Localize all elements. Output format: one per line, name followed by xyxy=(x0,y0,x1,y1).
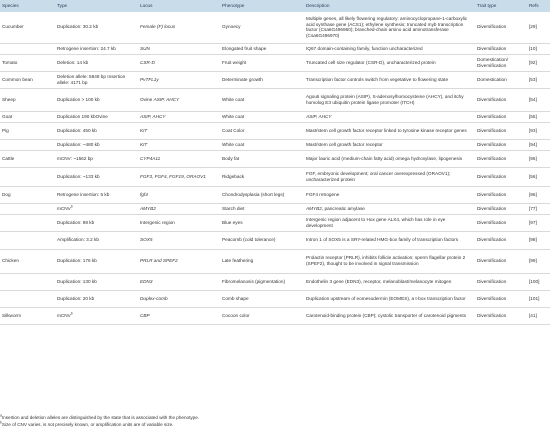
cell-locus: KIT xyxy=(138,139,220,150)
table-row xyxy=(0,203,550,214)
cell-refs: [98] xyxy=(527,231,550,249)
table-row xyxy=(0,122,550,139)
cell-refs: [94] xyxy=(527,139,550,150)
cell-species xyxy=(0,231,55,249)
cell-species xyxy=(0,167,55,186)
cell-locus: CBP xyxy=(138,307,220,324)
cell-species xyxy=(0,214,55,231)
cell-description: Mast/stem cell growth factor receptor xyxy=(304,139,475,150)
cell-description: FGF4 retrogene xyxy=(304,186,475,203)
cell-type: Duplication: 450 kb xyxy=(55,122,138,139)
cell-trait: Diversification xyxy=(475,231,527,249)
cell-refs: [56] xyxy=(527,167,550,186)
cell-phenotype: Elongated fruit shape xyxy=(220,43,304,54)
cell-type xyxy=(55,307,138,324)
header-species: Species xyxy=(0,0,55,12)
cell-species: Goat xyxy=(0,111,55,122)
cell-refs: [53] xyxy=(527,71,550,88)
cell-trait: Diversification xyxy=(475,214,527,231)
cell-species xyxy=(0,290,55,307)
cell-description: Endothelin 3 gene (EDN3), receptor, melanoblast/melanocyte mitogen xyxy=(304,273,475,290)
cell-locus: Duplex-comb xyxy=(138,290,220,307)
cell-trait: Diversification xyxy=(475,111,527,122)
cell-species: Chicken xyxy=(0,249,55,273)
cell-phenotype: Body fat xyxy=(220,150,304,167)
cell-refs: [41] xyxy=(527,307,550,324)
cell-description: IQ67 domain-containing family, function uncharacterized xyxy=(304,43,475,54)
table-row xyxy=(0,307,550,324)
cell-refs: [96] xyxy=(527,186,550,203)
footnote-mark: b xyxy=(70,311,73,316)
footnote-a-text: Insertion and deletion alleles are distinguished by the state that is associated with the phenotype. xyxy=(1,415,200,420)
table-row xyxy=(0,139,550,150)
cell-trait: Diversification xyxy=(475,203,527,214)
cell-locus: PRLR and SPEF2 xyxy=(138,249,220,273)
cell-description: Intergenic region adjacent to Hox gene ALX4, which has role in eye development xyxy=(304,214,475,231)
cell-refs: [29] xyxy=(527,12,550,43)
header-trait-type: Trait type xyxy=(475,0,527,12)
cell-locus: CYP4A11 xyxy=(138,150,220,167)
cell-type: Deletion: 14 kb xyxy=(55,54,138,71)
cell-description: Truncated cell size regulator (CSR-D), uncharacterized protein xyxy=(304,54,475,71)
header-locus: Locus xyxy=(138,0,220,12)
cell-description: Prolactin receptor (PRLR), inhibits follicle activation; sperm flagellar protein 2 (SPEF2), thought to be involved in signal transmission xyxy=(304,249,475,273)
cell-phenotype: Ridgeback xyxy=(220,167,304,186)
cell-refs: [10] xyxy=(527,43,550,54)
cell-locus: Female (F) locus xyxy=(138,12,220,43)
cell-type: Duplication > 100 kb xyxy=(55,88,138,111)
cell-phenotype: Determinate growth xyxy=(220,71,304,88)
cell-species: Cattle xyxy=(0,150,55,167)
table-row xyxy=(0,214,550,231)
cell-type: Duplication: ~480 kb xyxy=(55,139,138,150)
cell-refs: [54] xyxy=(527,88,550,111)
cell-refs: [93] xyxy=(527,122,550,139)
cell-description: FGF, embryonic development; oral cancer overexpressed (ORAOV1); uncharacterized protein xyxy=(304,167,475,186)
cell-species xyxy=(0,139,55,150)
cell-species: Cucumber xyxy=(0,12,55,43)
cell-species: Common bean xyxy=(0,71,55,88)
cell-trait: Diversification xyxy=(475,249,527,273)
cell-locus: Intergenic region xyxy=(138,214,220,231)
table-row xyxy=(0,249,550,273)
cell-locus: AMYB2 xyxy=(138,203,220,214)
table-header xyxy=(0,0,550,12)
cell-type-text: mCNV xyxy=(57,312,71,318)
cell-trait: Diversification xyxy=(475,273,527,290)
table-row xyxy=(0,150,550,167)
cell-locus: ASIP, AHCY xyxy=(138,111,220,122)
cell-locus: PvTFL1y xyxy=(138,71,220,88)
cell-type: Duplication: 20 kb xyxy=(55,290,138,307)
cell-description: Mast/stem cell growth factor receptor linked to tyrosine kinase receptor genes xyxy=(304,122,475,139)
cell-locus: CSR-D xyxy=(138,54,220,71)
footnote-a xyxy=(0,415,199,420)
cell-type: Duplication: 98 kb xyxy=(55,214,138,231)
cell-phenotype: Cocoon color xyxy=(220,307,304,324)
cell-trait: Diversification xyxy=(475,186,527,203)
cell-species: Silkworm xyxy=(0,307,55,324)
cell-refs: [97] xyxy=(527,214,550,231)
cell-species: Sheep xyxy=(0,88,55,111)
cell-refs: [92] xyxy=(527,54,550,71)
cell-phenotype: Starch diet xyxy=(220,203,304,214)
cell-description: AMYB2, pancreatic amylase xyxy=(304,203,475,214)
cell-phenotype: Comb shape xyxy=(220,290,304,307)
cell-trait: Diversification xyxy=(475,290,527,307)
table-row xyxy=(0,88,550,111)
cell-trait: Diversification xyxy=(475,139,527,150)
table-row xyxy=(0,231,550,249)
cell-type: Duplication: 130 kb xyxy=(55,273,138,290)
cell-type-text: mCNV xyxy=(57,205,71,211)
cell-species xyxy=(0,203,55,214)
cell-phenotype: Peacomb (cold tolerance) xyxy=(220,231,304,249)
cell-description: Carotenoid-binding protein (CBP); cystolic transporter of carotenoid pigments xyxy=(304,307,475,324)
cell-locus: EDN3 xyxy=(138,273,220,290)
cell-species: Dog xyxy=(0,186,55,203)
cell-phenotype: Coat Color xyxy=(220,122,304,139)
cell-type: Duplication: 176 kb xyxy=(55,249,138,273)
cell-trait: Diversification xyxy=(475,12,527,43)
cell-locus: Ovine ASIP, AHCY xyxy=(138,88,220,111)
cell-phenotype: Chondrodysplasia (short legs) xyxy=(220,186,304,203)
cell-locus: FGF3, FGF4, FGF19, ORAOV1 xyxy=(138,167,220,186)
cell-species: Pig xyxy=(0,122,55,139)
cell-phenotype: White coat xyxy=(220,88,304,111)
table-body xyxy=(0,12,550,324)
footnote-a-mark: a xyxy=(0,413,2,418)
cell-type: Duplication 190 kbOvine xyxy=(55,111,138,122)
header-phenotype: Phenotype xyxy=(220,0,304,12)
cell-type: Deletion allele: 5848 bp Insertion allele: 4171 bp xyxy=(55,71,138,88)
cell-phenotype: White coat xyxy=(220,139,304,150)
cell-refs: [55] xyxy=(527,111,550,122)
cell-refs: [77] xyxy=(527,203,550,214)
table-row xyxy=(0,71,550,88)
table-row xyxy=(0,54,550,71)
footnote-b-mark: b xyxy=(0,420,2,425)
cell-phenotype: Gynoecy xyxy=(220,12,304,43)
cell-description: Agouti signaling protein (ASIP), S-adenosylhomocysteine (AHCY), and itchy homolog E3 ubiquitin protein ligase promoter (ITCH) xyxy=(304,88,475,111)
footnote-b-text: Size of CNV varies, is not precisely known, or amplification units are of variable size. xyxy=(1,422,174,427)
cell-trait: Domestication/ Diversification xyxy=(475,54,527,71)
cell-phenotype: Blue eyes xyxy=(220,214,304,231)
table-row xyxy=(0,186,550,203)
cell-refs: [100] xyxy=(527,273,550,290)
cell-type: Retrogene insertion: 5 kb xyxy=(55,186,138,203)
cell-locus: SUN xyxy=(138,43,220,54)
header-refs: Refs xyxy=(527,0,550,12)
cell-refs: [95] xyxy=(527,150,550,167)
cell-phenotype: Fruit weight xyxy=(220,54,304,71)
header-type: Type xyxy=(55,0,138,12)
cell-type: mCNV: ~1562 bp xyxy=(55,150,138,167)
cell-refs: [99] xyxy=(527,249,550,273)
cell-locus: KIT xyxy=(138,122,220,139)
cell-type: Duplication: ~133 kb xyxy=(55,167,138,186)
cell-trait: Diversification xyxy=(475,122,527,139)
cell-type: Retrogene insertion: 24.7 kb xyxy=(55,43,138,54)
cell-type xyxy=(55,203,138,214)
table-row xyxy=(0,43,550,54)
table-row xyxy=(0,12,550,43)
cell-trait: Diversification xyxy=(475,150,527,167)
cell-trait: Diversification xyxy=(475,307,527,324)
cell-locus: fgf4 xyxy=(138,186,220,203)
cell-type: Amplification: 3.2 kb xyxy=(55,231,138,249)
cell-refs: [101] xyxy=(527,290,550,307)
header-description: Description xyxy=(304,0,475,12)
cell-species xyxy=(0,43,55,54)
cell-trait: Diversification xyxy=(475,43,527,54)
cell-description: ASIP, AHCY xyxy=(304,111,475,122)
table-row xyxy=(0,167,550,186)
footnote-b xyxy=(0,422,173,427)
cell-locus: SOX5 xyxy=(138,231,220,249)
cell-trait: Diversification xyxy=(475,167,527,186)
table-row xyxy=(0,273,550,290)
cell-type: Duplication: 30.2 kb xyxy=(55,12,138,43)
cell-description: Major lauric acid (medium-chain fatty acid) omega hydroxylase, lipogenesis xyxy=(304,150,475,167)
cell-trait: Diversification xyxy=(475,88,527,111)
cell-description: Transcription factor controls switch from vegetative to flowering state xyxy=(304,71,475,88)
cell-species xyxy=(0,273,55,290)
cell-phenotype: Late feathering xyxy=(220,249,304,273)
cell-description: Multiple genes, all likely flowering regulatory: aminocyclopropane-1-carboxylic acid synthase gene (ACS1); ethylene synthesis; truncated myb transcription factor (Csa6G496960); branched-chain amino acid aminotransferase (Csa6G496970) xyxy=(304,12,475,43)
cell-description: Intron 1 of SOX5 is a SRY-related HMG-box family of transcription factors xyxy=(304,231,475,249)
footnote-mark: b xyxy=(70,204,73,209)
cell-phenotype: Fibromelanosis (pigmentation) xyxy=(220,273,304,290)
cell-trait: Domestication xyxy=(475,71,527,88)
table-row xyxy=(0,290,550,307)
cell-species: Tomato xyxy=(0,54,55,71)
table-row xyxy=(0,111,550,122)
cell-description: Duplication upstream of eomesodermin (EOMES), a t-box transcription factor xyxy=(304,290,475,307)
cell-phenotype: White coat xyxy=(220,111,304,122)
